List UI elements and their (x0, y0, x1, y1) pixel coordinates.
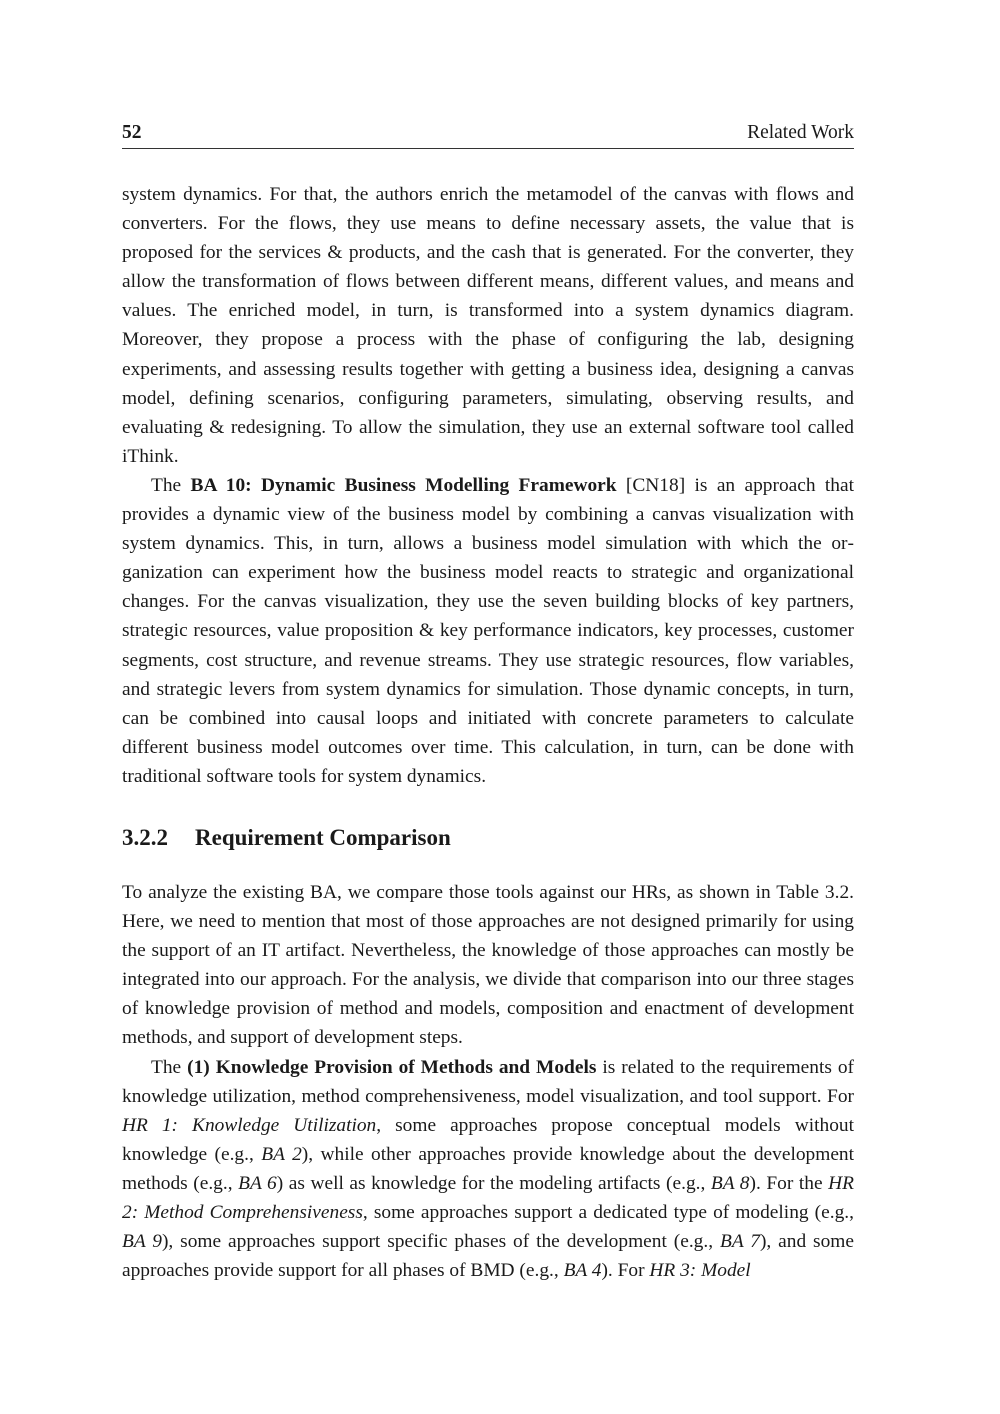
kp-text-1: The (151, 1056, 188, 1078)
kp-text-6: ). For the (749, 1172, 829, 1194)
ba10-term: BA 10: Dynamic Business Modelling Framework (190, 474, 617, 496)
kp-text-4: ), while other approaches provide knowledge about the development methods (e.g., (122, 1143, 855, 1194)
kp-ba9: BA 9 (122, 1231, 162, 1253)
kp-ba4: BA 4 (563, 1260, 602, 1282)
ba10-lead: The (151, 474, 191, 496)
kp-text-8: ), some approaches support specific phases of the development (e.g., (161, 1231, 720, 1253)
kp-term: (1) Knowledge Provision of Methods and Models (187, 1056, 597, 1078)
ba10-text: [CN18] is an approach that provides a dynamic view of the business model by combining a canvas visualization with system dynamics. This, in turn, allows a business model simulation with which the organization can experiment how the business model reacts to strategic and organizational changes. For the canvas visualization, they use the seven building blocks of key partners, strategic resources, value proposition & key performance indicators, key processes, customer segments, cost structure, and revenue streams. They use strategic resources, flow variables, and strategic levers from system dynamics for simulation. Those dynamic concepts, in turn, can be combined into causal loops and initiated with concrete parameters to calculate different business model outcomes over time. This calculation, in turn, can be done with traditional software tools for system dynamics. (122, 474, 854, 787)
kp-text-7: , some approaches support a dedicated type of modeling (e.g., (362, 1202, 854, 1223)
kp-text-9: ), and some approaches provide support for all phases of BMD (e.g., (122, 1231, 854, 1282)
page-number: 52 (122, 122, 142, 143)
kp-text-10: ). For (601, 1260, 650, 1282)
section-heading (122, 823, 854, 853)
kp-text-2: is related to the requirements of knowledge utilization, method comprehensiveness, model visualization, and tool support. For (122, 1056, 855, 1107)
paragraph-ba10 (122, 471, 854, 791)
kp-text-5: ) as well as knowledge for the modeling artifacts (e.g., (276, 1172, 711, 1194)
section-title: Requirement Comparison (195, 824, 451, 850)
kp-text-3: , some approaches propose conceptual models without knowledge (e.g., (122, 1114, 854, 1165)
kp-ba6: BA 6 (238, 1172, 277, 1194)
running-title: Related Work (747, 122, 854, 143)
kp-ba2: BA 2 (261, 1143, 302, 1165)
page-body (122, 180, 854, 1285)
kp-hr3: HR 3: Model (649, 1260, 751, 1282)
kp-hr2: HR 2: Method Comprehensiveness (122, 1172, 854, 1223)
kp-ba7: BA 7 (719, 1231, 760, 1253)
kp-hr1: HR 1: Knowledge Utilization (122, 1114, 377, 1136)
paragraph-system-dynamics: system dynamics. For that, the authors enrich the metamodel of the canvas with flows and converters. For the flows, they use means to define necessary assets, the value that is proposed for the services & products, and the cash that is generated. For the converter, they allow the transformation of flows between different means, different values, and means and values. The enriched model, in turn, is transformed into a system dynamics diagram. Moreover, they propose a process with the phase of configuring the lab, designing experiments, and assessing results together with getting a business idea, designing a canvas model, defining scenarios, configuring parameters, simulating, observing results, and evaluating & redesigning. To allow the simulation, they use an external software tool called iThink. (122, 184, 854, 467)
page-header (122, 120, 854, 149)
kp-ba8: BA 8 (710, 1172, 750, 1194)
paragraph-analysis: To analyze the existing BA, we compare those tools against our HRs, as shown in Table 3.2. Here, we need to mention that most of those approaches are not designed primarily for using the support of an IT artifact. Nevertheless, the knowledge of those approaches can mostly be integrated into our approach. For the analysis, we divide that comparison into our three stages of knowledge provision of method and models, composition and enactment of development methods, and support of development steps. (122, 881, 854, 1049)
paragraph-knowledge-provision (122, 1053, 854, 1286)
section-number: 3.2.2 (122, 824, 168, 850)
